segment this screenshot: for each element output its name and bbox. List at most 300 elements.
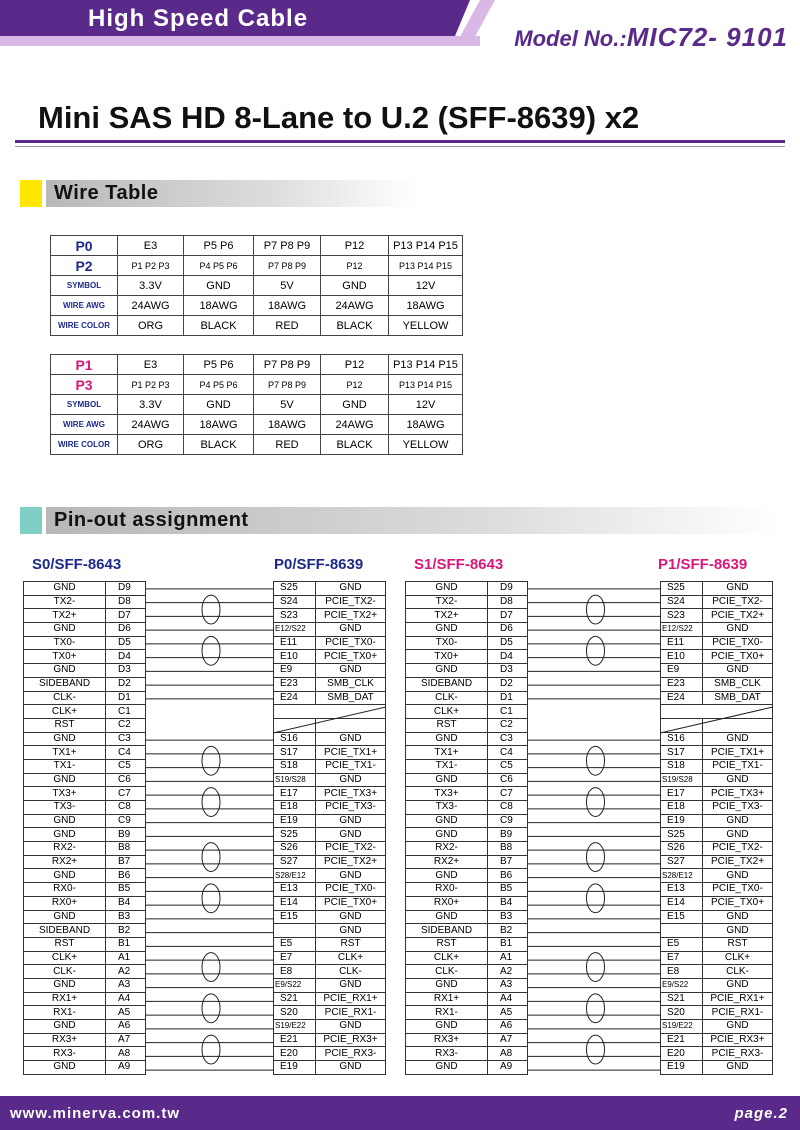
pin-row	[24, 828, 146, 842]
wire-cell: RED	[254, 435, 321, 455]
pin-signal: SMB_CLK	[316, 677, 386, 691]
wire-row	[51, 296, 463, 316]
pin-number: C1	[488, 705, 528, 719]
pin-number: C5	[106, 759, 146, 773]
pin-number: S17	[661, 746, 703, 760]
page-number: page.2	[734, 1105, 788, 1122]
pin-signal: TX2-	[24, 595, 106, 609]
pin-signal: PCIE_TX0+	[316, 896, 386, 910]
pin-number: D1	[106, 691, 146, 705]
wire-row-label: P0	[51, 236, 118, 256]
pin-number: S26	[274, 842, 316, 856]
section-pinout	[20, 507, 780, 534]
pin-number: A5	[488, 1006, 528, 1020]
pin-row	[274, 992, 386, 1006]
wire-row	[51, 415, 463, 435]
pin-number: E13	[661, 883, 703, 897]
section-title: Wire Table	[54, 182, 159, 204]
pin-signal: PCIE_TX2-	[703, 842, 773, 856]
pin-signal: PCIE_TX2+	[703, 609, 773, 623]
pin-row	[24, 937, 146, 951]
pin-signal: TX3-	[24, 801, 106, 815]
pin-number: E17	[274, 787, 316, 801]
s1-p1-connections	[528, 581, 661, 1077]
pin-number: B9	[488, 828, 528, 842]
pin-row	[406, 910, 528, 924]
footer-url[interactable]: www.minerva.com.tw	[10, 1105, 180, 1122]
pin-number: C9	[488, 814, 528, 828]
pin-row	[274, 595, 386, 609]
pin-row	[406, 951, 528, 965]
pin-signal: PCIE_RX1+	[703, 992, 773, 1006]
pin-row	[406, 582, 528, 596]
pin-signal: GND	[24, 1061, 106, 1075]
pin-number: A7	[106, 1033, 146, 1047]
wire-cell: P4 P5 P6	[184, 256, 254, 276]
pin-row	[661, 978, 773, 992]
pin-signal: PCIE_RX1+	[316, 992, 386, 1006]
pin-signal: TX3+	[24, 787, 106, 801]
twisted-pair-oval	[202, 843, 220, 872]
pin-row	[274, 814, 386, 828]
wire-row-label: WIRE COLOR	[51, 316, 118, 336]
pin-number: A3	[106, 978, 146, 992]
pin-row	[661, 842, 773, 856]
pin-number: S25	[274, 828, 316, 842]
pin-number: E8	[274, 965, 316, 979]
pin-row	[24, 951, 146, 965]
twisted-pair-oval	[202, 1035, 220, 1064]
pin-number: S25	[661, 582, 703, 596]
wire-row-label: WIRE AWG	[51, 296, 118, 316]
wire-row-label: SYMBOL	[51, 395, 118, 415]
pin-row	[274, 801, 386, 815]
pin-signal: GND	[406, 869, 488, 883]
twisted-pair-oval	[202, 746, 220, 775]
pin-signal: GND	[24, 773, 106, 787]
model-prefix: Model No.:	[514, 26, 627, 51]
pin-number: B7	[488, 855, 528, 869]
pin-row	[661, 910, 773, 924]
pin-row	[406, 732, 528, 746]
pin-number: E5	[274, 937, 316, 951]
pin-row	[661, 883, 773, 897]
pin-row	[406, 691, 528, 705]
pin-number: A1	[106, 951, 146, 965]
pin-signal: RX3-	[406, 1047, 488, 1061]
pin-number: D4	[488, 650, 528, 664]
pin-number: E18	[661, 801, 703, 815]
pin-number: E9/S22	[661, 978, 703, 992]
title-rule	[15, 140, 785, 143]
pin-number: C2	[106, 718, 146, 732]
pin-signal: TX0+	[406, 650, 488, 664]
pin-signal: PCIE_RX1-	[703, 1006, 773, 1020]
twisted-pair-oval	[202, 788, 220, 817]
pin-row	[24, 732, 146, 746]
pin-row	[661, 1033, 773, 1047]
pin-row	[24, 718, 146, 732]
pin-number: S18	[661, 759, 703, 773]
wire-cell: 24AWG	[321, 296, 389, 316]
wire-cell: GND	[321, 395, 389, 415]
pin-number: S20	[274, 1006, 316, 1020]
wire-cell: P1 P2 P3	[118, 375, 184, 395]
pin-signal: SMB_DAT	[703, 691, 773, 705]
twisted-pair-oval	[587, 636, 605, 665]
pin-number: E21	[274, 1033, 316, 1047]
wire-row	[51, 395, 463, 415]
pin-row	[406, 705, 528, 719]
pin-signal: RX1-	[24, 1006, 106, 1020]
p0-pin-table	[273, 581, 386, 1075]
pin-row	[406, 650, 528, 664]
pin-signal: PCIE_TX0-	[316, 636, 386, 650]
pin-row	[661, 636, 773, 650]
pin-signal: PCIE_TX3+	[316, 787, 386, 801]
pin-row	[24, 855, 146, 869]
wire-cell: 18AWG	[389, 296, 463, 316]
pin-number: S19/S28	[661, 773, 703, 787]
wire-cell: P13 P14 P15	[389, 355, 463, 375]
pin-row	[274, 623, 386, 637]
pin-signal: SIDEBAND	[406, 924, 488, 938]
pin-number: B9	[106, 828, 146, 842]
wire-cell: 3.3V	[118, 276, 184, 296]
pin-number: A1	[488, 951, 528, 965]
pin-signal: GND	[703, 978, 773, 992]
pin-signal: RST	[703, 937, 773, 951]
wire-cell: E3	[118, 236, 184, 256]
pin-row	[274, 1020, 386, 1034]
pin-number: B1	[106, 937, 146, 951]
pin-number: C9	[106, 814, 146, 828]
pin-signal: TX2-	[406, 595, 488, 609]
pin-number	[274, 924, 316, 938]
pin-signal: GND	[703, 814, 773, 828]
pin-row	[274, 582, 386, 596]
slash-line	[273, 707, 386, 733]
pin-number: E15	[274, 910, 316, 924]
pin-signal: PCIE_TX2-	[703, 595, 773, 609]
pin-signal: CLK-	[703, 965, 773, 979]
pin-number: C8	[106, 801, 146, 815]
pin-number: B3	[106, 910, 146, 924]
pin-signal: GND	[406, 910, 488, 924]
wire-cell: YELLOW	[389, 435, 463, 455]
pin-signal: CLK+	[703, 951, 773, 965]
pin-signal: GND	[316, 732, 386, 746]
pin-row	[661, 759, 773, 773]
pin-row	[406, 609, 528, 623]
pin-row	[274, 677, 386, 691]
pin-signal: RX3-	[24, 1047, 106, 1061]
wire-table-1	[50, 235, 463, 336]
pin-signal: RX1+	[24, 992, 106, 1006]
pin-row	[406, 896, 528, 910]
twisted-pair-oval	[202, 595, 220, 624]
pin-row	[274, 609, 386, 623]
pin-signal: RX0-	[24, 883, 106, 897]
pin-number: S19/E22	[661, 1020, 703, 1034]
pin-row	[24, 924, 146, 938]
pin-number: E9	[661, 664, 703, 678]
pin-number: A9	[488, 1061, 528, 1075]
pin-number: S27	[274, 855, 316, 869]
twisted-pair-oval	[202, 994, 220, 1023]
pin-row	[661, 1006, 773, 1020]
pin-row	[661, 937, 773, 951]
wire-row	[51, 256, 463, 276]
unused-slash	[273, 706, 386, 736]
pin-row	[406, 773, 528, 787]
pin-number: A9	[106, 1061, 146, 1075]
pin-signal: RST	[24, 937, 106, 951]
pin-signal: PCIE_TX0-	[703, 883, 773, 897]
pin-row	[24, 746, 146, 760]
pin-signal: GND	[703, 773, 773, 787]
pin-number: E24	[661, 691, 703, 705]
pin-signal: GND	[316, 1020, 386, 1034]
pin-row	[24, 801, 146, 815]
pin-signal: GND	[24, 732, 106, 746]
twisted-pair-oval	[202, 884, 220, 913]
pin-row	[24, 869, 146, 883]
pin-number: B1	[488, 937, 528, 951]
wire-cell: P12	[321, 256, 389, 276]
pin-number: A4	[488, 992, 528, 1006]
wire-cell: GND	[184, 395, 254, 415]
pin-row	[406, 1020, 528, 1034]
pin-row	[24, 1061, 146, 1075]
wire-row-label: P2	[51, 256, 118, 276]
s0-pin-table	[23, 581, 146, 1075]
wire-cell: GND	[184, 276, 254, 296]
pin-signal: TX3-	[406, 801, 488, 815]
pin-signal: TX2+	[406, 609, 488, 623]
pin-number: E10	[274, 650, 316, 664]
pin-number: S18	[274, 759, 316, 773]
twisted-pair-oval	[587, 843, 605, 872]
pin-signal: GND	[406, 814, 488, 828]
wire-cell: P7 P8 P9	[254, 256, 321, 276]
pin-signal: PCIE_TX1-	[703, 759, 773, 773]
wire-cell: 18AWG	[184, 296, 254, 316]
pin-number: E13	[274, 883, 316, 897]
pin-number: A4	[106, 992, 146, 1006]
pin-number: B6	[488, 869, 528, 883]
twisted-pair-oval	[202, 953, 220, 982]
pin-number: D7	[488, 609, 528, 623]
pin-row	[24, 896, 146, 910]
pin-number: D4	[106, 650, 146, 664]
pin-signal: GND	[703, 924, 773, 938]
pin-row	[406, 828, 528, 842]
pin-row	[274, 978, 386, 992]
pin-number: C4	[488, 746, 528, 760]
pin-number: A8	[106, 1047, 146, 1061]
pin-number: C6	[106, 773, 146, 787]
pin-number: D9	[106, 582, 146, 596]
pin-row	[274, 650, 386, 664]
pin-row	[274, 896, 386, 910]
twisted-pair-oval	[202, 636, 220, 665]
pin-signal: TX3+	[406, 787, 488, 801]
wire-cell: P12	[321, 355, 389, 375]
pin-row	[274, 1047, 386, 1061]
header-category: High Speed Cable	[88, 5, 309, 32]
pin-signal: GND	[316, 623, 386, 637]
pin-number: E17	[661, 787, 703, 801]
pin-row	[661, 1061, 773, 1075]
pin-number: B4	[106, 896, 146, 910]
pin-number: B8	[488, 842, 528, 856]
pin-row	[406, 814, 528, 828]
wire-cell: BLACK	[184, 435, 254, 455]
wire-cell: P7 P8 P9	[254, 375, 321, 395]
pin-signal: GND	[703, 828, 773, 842]
pin-signal: GND	[703, 1061, 773, 1075]
pin-row	[274, 951, 386, 965]
pin-number: D8	[106, 595, 146, 609]
pin-row	[661, 664, 773, 678]
pin-row	[406, 937, 528, 951]
pin-number: C7	[488, 787, 528, 801]
pin-row	[274, 937, 386, 951]
pin-number: S21	[661, 992, 703, 1006]
pin-signal: SMB_CLK	[703, 677, 773, 691]
pin-number: D8	[488, 595, 528, 609]
pin-signal: RST	[316, 937, 386, 951]
pin-signal: CLK+	[24, 951, 106, 965]
pin-row	[406, 623, 528, 637]
pin-number: S19/S28	[274, 773, 316, 787]
pin-number: S25	[661, 828, 703, 842]
pin-row	[24, 650, 146, 664]
pin-row	[661, 855, 773, 869]
twisted-pair-oval	[587, 746, 605, 775]
pin-row	[406, 992, 528, 1006]
pin-number: D6	[488, 623, 528, 637]
pin-signal: PCIE_TX0+	[703, 896, 773, 910]
pin-signal: RST	[24, 718, 106, 732]
pin-row	[406, 1033, 528, 1047]
pin-signal: CLK-	[406, 965, 488, 979]
pin-number: D7	[106, 609, 146, 623]
pin-row	[406, 1061, 528, 1075]
pin-number: A6	[106, 1020, 146, 1034]
p0-title: P0/SFF-8639	[274, 556, 364, 573]
pin-row	[661, 677, 773, 691]
wire-row	[51, 355, 463, 375]
pin-number: C7	[106, 787, 146, 801]
pin-signal: CLK+	[406, 951, 488, 965]
pin-number: S24	[661, 595, 703, 609]
wire-cell: 12V	[389, 395, 463, 415]
pin-number: S16	[661, 732, 703, 746]
pin-number: E18	[274, 801, 316, 815]
s1-pin-table	[405, 581, 528, 1075]
pin-number: S16	[274, 732, 316, 746]
pin-signal: GND	[316, 978, 386, 992]
pin-row	[661, 924, 773, 938]
pin-row	[24, 664, 146, 678]
pin-number: E15	[661, 910, 703, 924]
pin-signal: RX0+	[406, 896, 488, 910]
pin-row	[661, 691, 773, 705]
pin-row	[406, 978, 528, 992]
pin-signal: SIDEBAND	[406, 677, 488, 691]
pin-row	[24, 965, 146, 979]
section-marker	[20, 180, 42, 207]
pin-signal: GND	[24, 623, 106, 637]
wire-table-2	[50, 354, 463, 455]
pin-number: E19	[661, 1061, 703, 1075]
pin-row	[661, 609, 773, 623]
s0-p0-connections	[146, 581, 274, 1077]
pin-row	[661, 623, 773, 637]
pin-number: A5	[106, 1006, 146, 1020]
pin-number: S17	[274, 746, 316, 760]
pin-row	[406, 801, 528, 815]
pin-row	[24, 978, 146, 992]
pin-signal: GND	[316, 924, 386, 938]
pin-number: E14	[274, 896, 316, 910]
pin-row	[406, 1006, 528, 1020]
pin-number: E23	[274, 677, 316, 691]
pin-row	[661, 1020, 773, 1034]
pin-signal: CLK-	[406, 691, 488, 705]
pin-number	[661, 924, 703, 938]
pin-signal: PCIE_TX2+	[316, 855, 386, 869]
pin-signal: TX1+	[24, 746, 106, 760]
pin-signal: GND	[316, 664, 386, 678]
pin-row	[661, 595, 773, 609]
pin-row	[24, 636, 146, 650]
pin-row	[24, 677, 146, 691]
pin-number: C1	[106, 705, 146, 719]
pin-row	[274, 1033, 386, 1047]
pin-signal: RST	[406, 937, 488, 951]
pin-signal: RX1+	[406, 992, 488, 1006]
pin-number: E20	[661, 1047, 703, 1061]
pin-number: D3	[106, 664, 146, 678]
pin-number: A2	[488, 965, 528, 979]
pin-signal: GND	[703, 623, 773, 637]
pin-row	[24, 595, 146, 609]
pin-row	[24, 609, 146, 623]
pin-signal: GND	[24, 1020, 106, 1034]
pin-row	[274, 924, 386, 938]
pin-row	[274, 965, 386, 979]
pin-signal: PCIE_TX3-	[703, 801, 773, 815]
pin-row	[24, 992, 146, 1006]
model-value: MIC72- 9101	[626, 22, 788, 52]
pin-row	[274, 828, 386, 842]
pin-number: S20	[661, 1006, 703, 1020]
pin-signal: GND	[24, 869, 106, 883]
pin-row	[406, 855, 528, 869]
pin-row	[406, 677, 528, 691]
pin-signal: RX3+	[406, 1033, 488, 1047]
pin-signal: PCIE_TX1+	[703, 746, 773, 760]
pin-number: C2	[488, 718, 528, 732]
wire-cell: E3	[118, 355, 184, 375]
pin-row	[406, 787, 528, 801]
pin-number: E23	[661, 677, 703, 691]
wire-row	[51, 236, 463, 256]
wire-cell: P5 P6	[184, 355, 254, 375]
